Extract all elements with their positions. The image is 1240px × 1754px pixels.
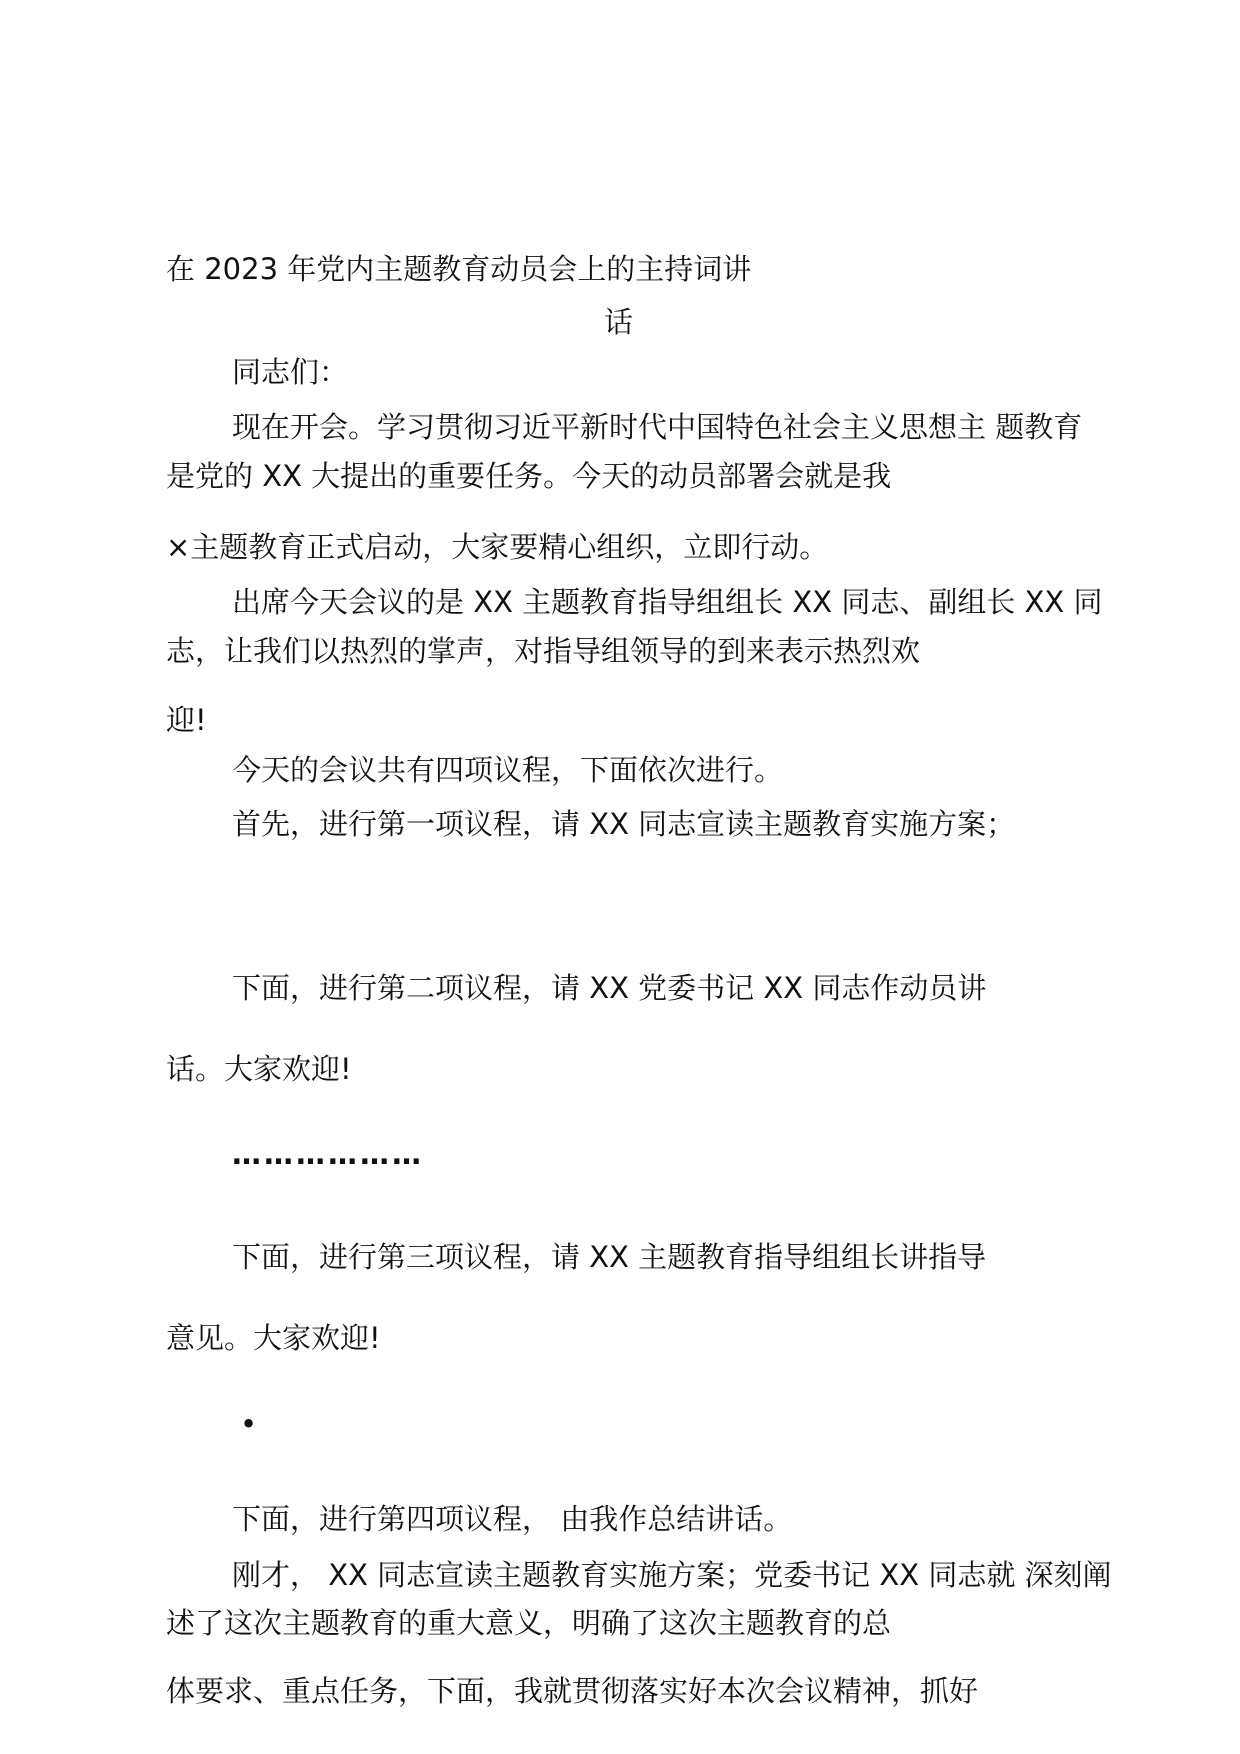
bullet-marker: • (240, 1407, 258, 1441)
ellipsis: ……………… (232, 1137, 424, 1171)
greeting: 同志们： (232, 355, 349, 389)
paragraph-5-line-1: 下面，进行第二项议程，请 XX 党委书记 XX 同志作动员讲 (232, 971, 987, 1005)
paragraph-8-line-2: 述了这次主题教育的重大意义，明确了这次主题教育的总 (166, 1606, 892, 1640)
paragraph-7: 下面，进行第四项议程， 由我作总结讲话。 (232, 1502, 793, 1536)
paragraph-8-line-3: 体要求、重点任务，下面，我就贯彻落实好本次会议精神，抓好 (166, 1674, 979, 1708)
paragraph-1-line-1: 现在开会。学习贯彻习近平新时代中国特色社会主义思想主 题教育 (232, 410, 1083, 444)
paragraph-6-line-2: 意见。大家欢迎! (166, 1321, 381, 1355)
paragraph-2-line-3: 迎! (166, 703, 207, 737)
paragraph-6-line-1: 下面，进行第三项议程，请 XX 主题教育指导组组长讲指导 (232, 1240, 987, 1274)
doc-title-line-1: 在 2023 年党内主题教育动员会上的主持词讲 (166, 252, 752, 286)
paragraph-1-line-2: 是党的 XX 大提出的重要任务。今天的动员部署会就是我 (166, 459, 892, 493)
doc-title-line-2: 话 (604, 305, 634, 339)
paragraph-4: 首先，进行第一项议程，请 XX 同志宣读主题教育实施方案； (232, 807, 1016, 841)
paragraph-5-line-2: 话。大家欢迎! (166, 1052, 352, 1086)
paragraph-1-line-3: ×主题教育正式启动，大家要精心组织，立即行动。 (166, 530, 829, 564)
paragraph-8-line-1: 刚才， XX 同志宣读主题教育实施方案；党委书记 XX 同志就 深刻阐 (232, 1558, 1112, 1592)
paragraph-2-line-1: 出席今天会议的是 XX 主题教育指导组组长 XX 同志、副组长 XX 同 (232, 585, 1103, 619)
paragraph-2-line-2: 志，让我们以热烈的掌声，对指导组领导的到来表示热烈欢 (166, 634, 921, 668)
paragraph-3: 今天的会议共有四项议程，下面依次进行。 (232, 753, 784, 787)
